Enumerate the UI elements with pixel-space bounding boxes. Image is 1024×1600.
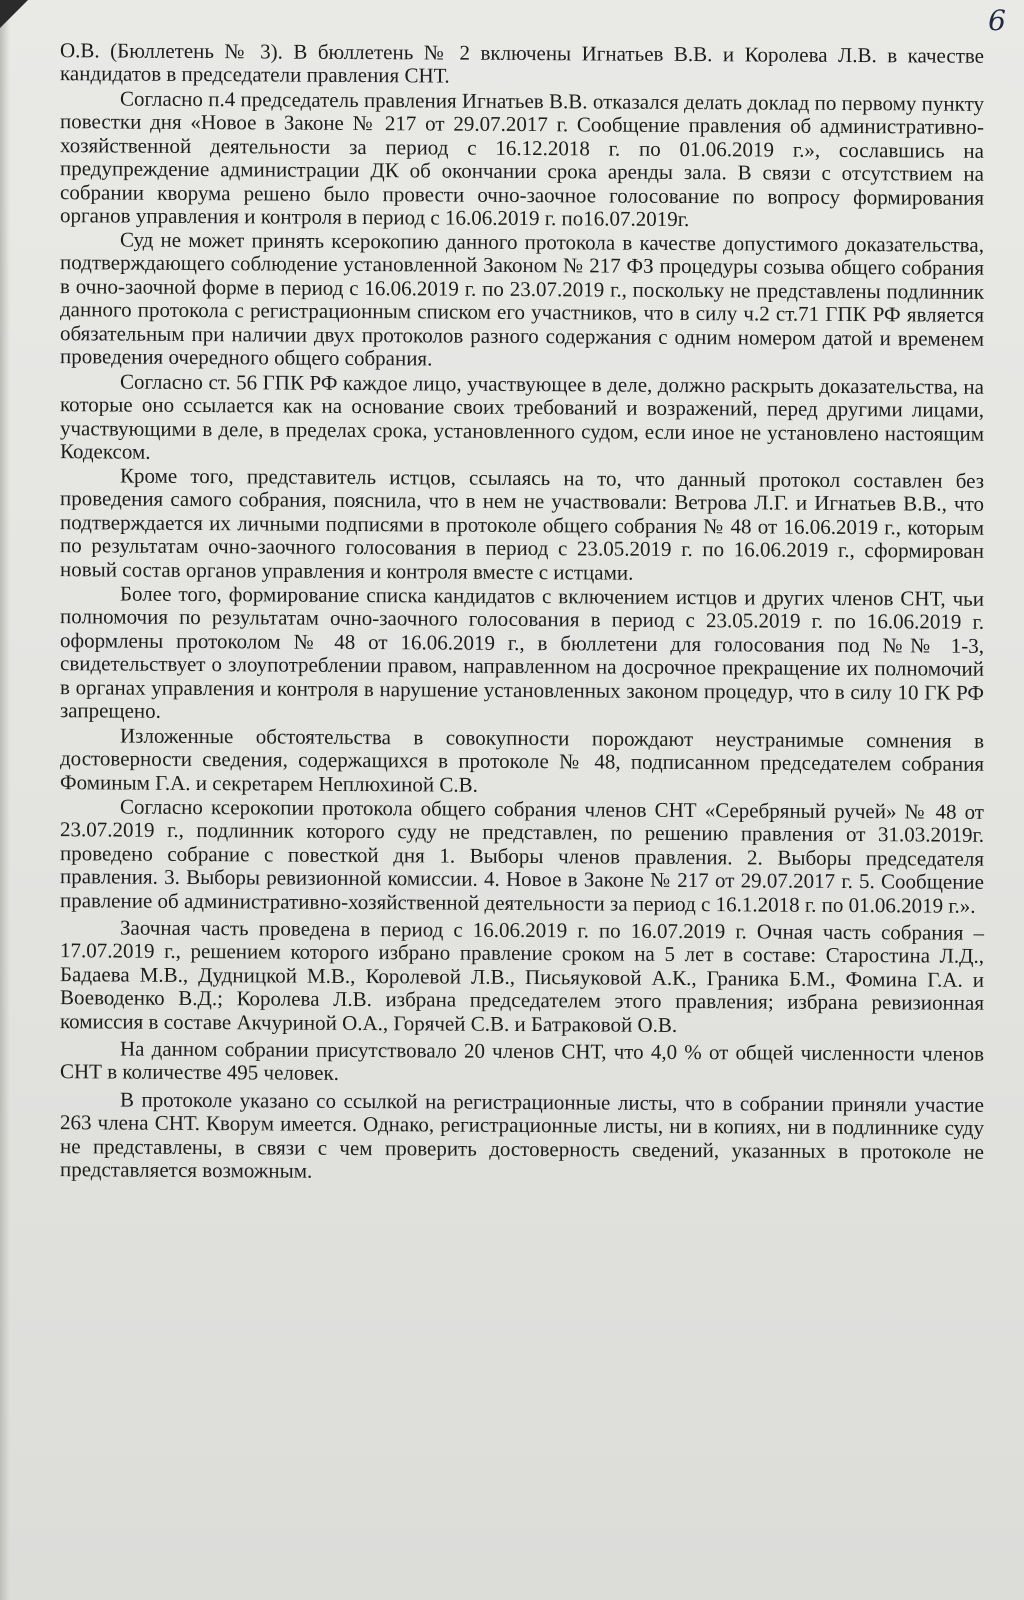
page-number: 6: [988, 4, 1006, 37]
paragraph-6: Более того, формирование списка кандидатов с включением истцов и других членов СНТ, чьи полномочия по результатам очно-заочного голосования в период с 23.05.2019 г. по 16.06.2019 г. оформлены протоколом № 48 от 16.06.2019 г., в бюллетени для голосования под №№ 1-3, свидетельствует о злоупотреблении правом, направленном на досрочное прекращение их полномочий в органах управления и контроля в нарушение установленных законом процедур, что в силу 10 ГК РФ запрещено.: [60, 581, 984, 724]
paragraph-5: Кроме того, представитель истцов, ссылаясь на то, что данный протокол составлен без проведения самого собрания, пояснила, что в нем не участвовали: Ветрова Л.Г. и Игнатьев В.В., что подтверждается их личными подписями в протоколе общего собрания № 48 от 16.06.2019 г., которым по результатам очно-заочного голосования в период с 23.05.2019 г. по 16.06.2019 г., сформирован новый состав органов управления и контроля вместе с истцами.: [60, 463, 984, 585]
paragraph-10: На данном собрании присутствовало 20 членов СНТ, что 4,0 % от общей численности членов СНТ в количестве 495 человек.: [60, 1036, 984, 1086]
paragraph-8: Согласно ксерокопии протокола общего собрания членов СНТ «Серебряный ручей» № 48 от 23.07.2019 г., подлинник которого суду не представлен, по решению правления от 31.03.2019г. проведено собрание с повесткой дня 1. Выборы членов правления. 2. Выборы председателя правления. 3. Выборы ревизионной комиссии. 4. Новое в Законе № 217 от 29.07.2017 г. 5. Сообщение правление об административно-хозяйственной деятельности за период с 16.1.2018 г. по 01.06.2019 г.».: [60, 794, 984, 918]
paragraph-11: В протоколе указано со ссылкой на регистрационные листы, что в собрании приняли участие 263 члена СНТ. Кворум имеется. Однако, регистрационные листы, ни в копиях, ни в подлиннике суду не представлены, в связи с чем проверить достоверность сведений, указанных в протоколе не представляется возможным.: [60, 1087, 984, 1183]
page-corner: [0, 0, 28, 28]
paragraph-3: Суд не может принять ксерокопию данного протокола в качестве допустимого доказательства, подтверждающего соблюдение установленной Законом № 217 ФЗ процедуры созыва общего собрания в очно-заочной форме в период с 16.06.2019 г. по 23.07.2019 г., поскольку не представлены подлинник данного протокола с регистрационным списком его участников, что в силу ч.2 ст.71 ГПК РФ является обязательным при наличии двух протоколов разного содержания с одним номером датой и временем проведения очередного общего собрания.: [60, 227, 984, 371]
page-edge-shadow: [0, 0, 10, 1600]
document-body: [60, 38, 984, 1186]
paragraph-9: Заочная часть проведена в период с 16.06.2019 г. по 16.07.2019 г. Очная часть собрания – 17.07.2019 г., решением которого избрано правление сроком на 5 лет в составе: Старостина Л.Д., Бадаева М.В., Дудницкой М.В., Королевой Л.В., Письяуковой А.К., Граника Б.М., Фомина Г.А. и Воеводенко В.Д.; Королева Л.В. избрана председателем этого правления; избрана ревизионная комиссия в составе Акчуриной О.А., Горячей С.В. и Батраковой О.В.: [60, 915, 984, 1037]
paragraph-4: Согласно ст. 56 ГПК РФ каждое лицо, участвующее в деле, должно раскрыть доказательства, на которые оно ссылается как на основание своих требований и возражений, перед другими лицами, участвующими в деле, в пределах срока, установленного судом, если иное не установлено настоящим Кодексом.: [60, 369, 984, 464]
paragraph-2: Согласно п.4 председатель правления Игнатьев В.В. отказался делать доклад по первому пункту повестки дня «Новое в Законе № 217 от 29.07.2017 г. Сообщение правления об административно-хозяйственной деятельности за период с 16.12.2018 г. по 01.06.2019 г.», сославшись на предупреждение администрации ДК об окончании срока аренды зала. В связи с отсутствием на собрании кворума решено было провести очно-заочное голосование по вопросу формирования органов управления и контроля в период с 16.06.2019 г. по16.07.2019г.: [60, 86, 984, 231]
paragraph-7: Изложенные обстоятельства в совокупности порождают неустранимые сомнения в достоверности сведения, содержащихся в протоколе № 48, подписанном председателем собрания Фоминым Г.А. и секретарем Неплюхиной С.В.: [60, 723, 984, 797]
paragraph-1: О.В. (Бюллетень № 3). В бюллетень № 2 включены Игнатьев В.В. и Королева Л.В. в качестве кандидатов в председатели правления СНТ.: [60, 38, 984, 88]
